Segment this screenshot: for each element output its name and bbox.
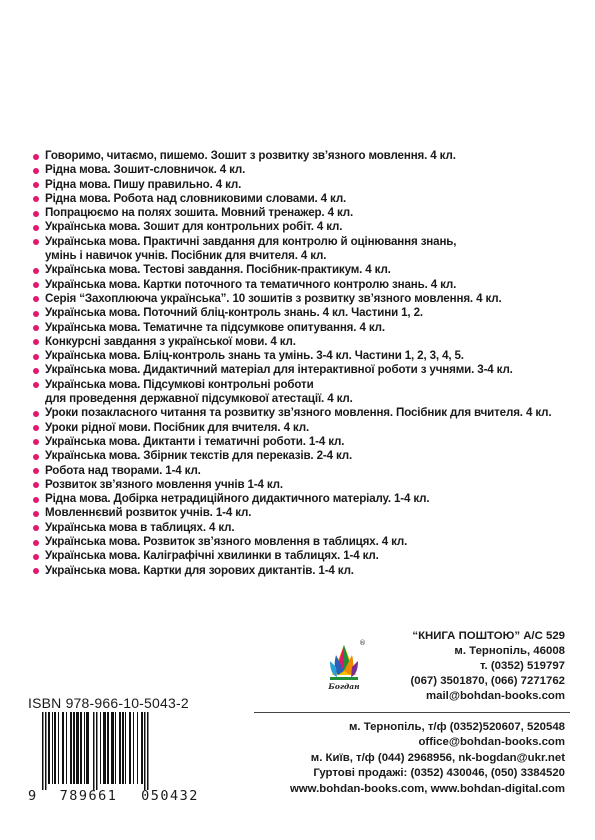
barcode-bar <box>122 712 124 784</box>
book-list-item <box>29 478 574 492</box>
book-list-item <box>29 406 574 420</box>
book-title-line: Українська мова. Поточний бліц-контроль знань. 4 кл. Частини 1, 2. <box>45 306 423 320</box>
book-list-item <box>29 263 574 277</box>
bullet-icon <box>33 282 39 288</box>
bullet-icon <box>33 268 39 274</box>
book-list-item <box>29 149 574 163</box>
bullet-icon <box>33 296 39 302</box>
book-list-item <box>29 378 574 407</box>
book-title-line: Українська мова. Диктанти і тематичні роботи. 1-4 кл. <box>45 434 345 448</box>
publisher-line: м. Тернопіль, 46008 <box>454 645 565 657</box>
book-title-line: Українська мова. Бліц-контроль знань та умінь. 3-4 кл. Частини 1, 2, 3, 4, 5. <box>45 349 464 363</box>
book-list-item <box>29 278 574 292</box>
book-list <box>29 149 574 578</box>
isbn-number: ISBN 978-966-10-5043-2 <box>28 695 189 711</box>
barcode-bar <box>100 712 101 784</box>
barcode-right-group: 050432 <box>141 788 199 804</box>
book-title-line: Українська мова. Розвиток зв’язного мовлення в таблицях. 4 кл. <box>45 535 408 549</box>
bullet-icon <box>33 425 39 431</box>
book-list-item <box>29 549 574 563</box>
book-title-line: Українська мова. Картки поточного та тематичного контролю знань. 4 кл. <box>45 277 457 291</box>
book-list-item <box>29 235 574 264</box>
book-list-item <box>29 306 574 320</box>
book-title-line: Рідна мова. Робота над словниковими словами. 4 кл. <box>45 191 347 205</box>
barcode-bar <box>133 712 134 784</box>
book-title-line: Попрацюємо на полях зошита. Мовний тренажер. 4 кл. <box>45 206 354 220</box>
barcode-first-digit: 9 <box>28 788 38 804</box>
bullet-icon <box>33 225 39 231</box>
bullet-icon <box>33 568 39 574</box>
bullet-icon <box>33 196 39 202</box>
book-list-item <box>29 192 574 206</box>
book-title-line: Українська мова. Збірник текстів для переказів. 2-4 кл. <box>45 449 353 463</box>
bullet-icon <box>33 354 39 360</box>
book-list-item <box>29 292 574 306</box>
bullet-icon <box>33 339 39 345</box>
distributor-line: office@bohdan-books.com <box>418 736 565 749</box>
book-title-line: Українська мова. Дидактичний матеріал для інтерактивної роботи з учнями. 3-4 кл. <box>45 363 513 377</box>
book-list-item <box>29 535 574 549</box>
registered-mark: ® <box>359 639 366 647</box>
barcode-bar <box>54 712 56 784</box>
book-title-line: Рідна мова. Добірка нетрадиційного дидактичного матеріалу. 1-4 кл. <box>45 492 430 506</box>
bullet-icon <box>33 411 39 417</box>
book-list-item <box>29 163 574 177</box>
book-list-item <box>29 506 574 520</box>
book-list-item <box>29 492 574 506</box>
bullet-icon <box>33 311 39 317</box>
book-title-line: Уроки рідної мови. Посібник для вчителя. 4 кл. <box>45 420 310 434</box>
book-title-line: Розвиток зв’язного мовлення учнів 1-4 кл. <box>45 477 283 491</box>
barcode-digits <box>28 788 228 804</box>
barcode-bar <box>93 712 95 790</box>
publisher-line: “КНИГА ПОШТОЮ” А/С 529 <box>412 630 565 642</box>
book-list-item <box>29 421 574 435</box>
distributor-line: Гуртові продажі: (0352) 430046, (050) 3384520 <box>313 767 565 780</box>
book-list-item <box>29 206 574 220</box>
barcode-bar <box>80 712 82 784</box>
distributor-line: www.bohdan-books.com, www.bohdan-digital.com <box>289 782 565 795</box>
book-title-line: умінь і навичок учнів. Посібник для вчителя. 4 кл. <box>45 249 327 263</box>
book-list-item <box>29 435 574 449</box>
book-list-item <box>29 349 574 363</box>
barcode-bar <box>84 712 85 784</box>
barcode-bar <box>96 712 98 790</box>
book-list-item <box>29 335 574 349</box>
barcode-bar <box>137 712 138 784</box>
book-title-line: Рідна мова. Пишу правильно. 4 кл. <box>45 177 242 191</box>
book-title-line: Українська мова. Картки для зорових диктантів. 1-4 кл. <box>45 563 354 577</box>
barcode-bar <box>141 712 143 784</box>
distributors-info <box>245 720 565 797</box>
book-title-line: Серія “Захоплююча українська”. 10 зошитів з розвитку зв’язного мовлення. 4 кл. <box>45 291 502 305</box>
book-title-line: Українська мова. Зошит для контрольних робіт. 4 кл. <box>45 220 343 234</box>
publisher-line: mail@bohdan-books.com <box>426 690 565 702</box>
bullet-icon <box>33 454 39 460</box>
book-title-line: Говоримо, читаємо, пишемо. Зошит з розвитку зв’язного мовлення. 4 кл. <box>45 149 456 162</box>
book-title-line: Українська мова. Тестові завдання. Посібник-практикум. 4 кл. <box>45 263 391 277</box>
distributor-line: м. Тернопіль, т/ф (0352)520607, 520548 <box>348 721 565 733</box>
barcode-bar <box>147 712 149 790</box>
bullet-icon <box>33 554 39 560</box>
barcode-bar <box>70 712 72 784</box>
barcode-bar <box>58 712 59 784</box>
bullet-icon <box>33 497 39 503</box>
barcode-bar <box>48 712 50 784</box>
book-list-item <box>29 449 574 463</box>
bullet-icon <box>33 239 39 245</box>
barcode-bar <box>119 712 121 784</box>
barcode-left-group: 789661 <box>59 788 118 804</box>
barcode-bar <box>62 712 64 784</box>
bullet-icon <box>33 368 39 374</box>
book-title-line: Українська мова в таблицях. 4 кл. <box>45 520 235 534</box>
book-list-item <box>29 564 574 578</box>
bullet-icon <box>33 154 39 160</box>
barcode <box>28 712 228 800</box>
publisher-line: т. (0352) 519797 <box>479 660 565 672</box>
book-list-item <box>29 178 574 192</box>
barcode-bar <box>86 712 89 784</box>
book-list-item <box>29 220 574 234</box>
barcode-bar <box>42 712 44 790</box>
bullet-icon <box>33 325 39 331</box>
barcode-bar <box>125 712 126 784</box>
barcode-bar <box>129 712 131 784</box>
bullet-icon <box>33 540 39 546</box>
bullet-icon <box>33 511 39 517</box>
barcode-bar <box>107 712 109 784</box>
book-title-line: для проведення державної підсумкової атестації. 4 кл. <box>45 392 353 406</box>
bullet-icon <box>33 168 39 174</box>
bullet-icon <box>33 382 39 388</box>
book-title-line: Уроки позакласного читання та розвитку зв’язного мовлення. Посібник для вчителя. 4 кл. <box>45 406 552 420</box>
bullet-icon <box>33 482 39 488</box>
barcode-bar <box>111 712 114 784</box>
bullet-icon <box>33 525 39 531</box>
book-list-item <box>29 464 574 478</box>
book-title-line: Мовленнєвий розвиток учнів. 1-4 кл. <box>45 506 252 520</box>
book-list-item <box>29 321 574 335</box>
bullet-icon <box>33 211 39 217</box>
publisher-address <box>325 629 565 704</box>
book-title-line: Робота над творами. 1-4 кл. <box>45 463 201 477</box>
publisher-line: (067) 3501870, (066) 7271762 <box>410 675 565 687</box>
barcode-bars <box>28 712 228 790</box>
book-title-line: Конкурсні завдання з української мови. 4 кл. <box>45 334 296 348</box>
barcode-bar <box>103 712 106 784</box>
barcode-bar <box>76 712 79 784</box>
divider <box>254 712 570 713</box>
logo-wordmark: Богдан <box>328 682 360 691</box>
book-title-line: Рідна мова. Зошит-словничок. 4 кл. <box>45 163 246 177</box>
barcode-bar <box>52 712 53 784</box>
book-title-line: Українська мова. Практичні завдання для контролю й оцінювання знань, <box>45 234 457 248</box>
book-list-item <box>29 521 574 535</box>
book-title-line: Українська мова. Каліграфічні хвилинки в таблицях. 1-4 кл. <box>45 549 379 563</box>
book-list-item <box>29 363 574 377</box>
book-title-line: Українська мова. Підсумкові контрольні роботи <box>45 377 314 391</box>
bullet-icon <box>33 182 39 188</box>
bullet-icon <box>33 439 39 445</box>
barcode-bar <box>144 712 146 790</box>
book-title-line: Українська мова. Тематичне та підсумкове опитування. 4 кл. <box>45 320 385 334</box>
barcode-bar <box>73 712 75 784</box>
barcode-bar <box>115 712 116 784</box>
bullet-icon <box>33 468 39 474</box>
barcode-bar <box>45 712 47 790</box>
barcode-bar <box>66 712 67 784</box>
distributor-line: м. Київ, т/ф (044) 2968956, nk-bogdan@ukr.net <box>310 751 565 764</box>
